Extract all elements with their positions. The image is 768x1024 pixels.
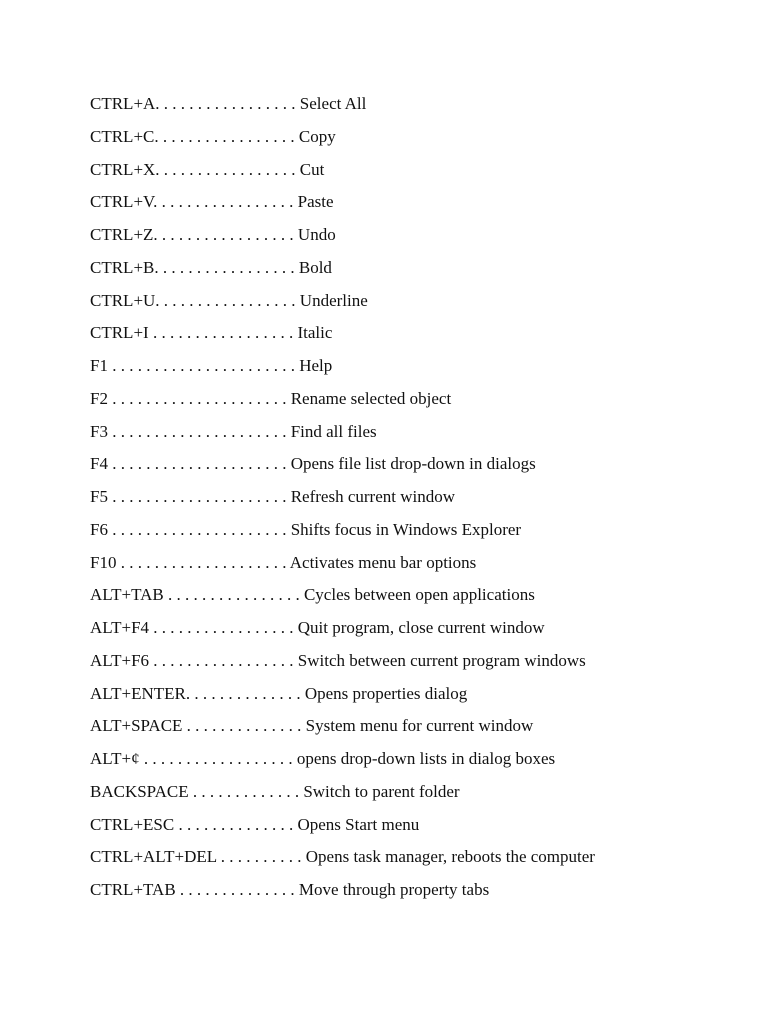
shortcut-line: CTRL+ALT+DEL . . . . . . . . . . Opens task manager, reboots the computer (90, 847, 595, 867)
shortcut-line: F10 . . . . . . . . . . . . . . . . . . . . Activates menu bar options (90, 552, 477, 572)
shortcut-line: CTRL+V. . . . . . . . . . . . . . . . . Paste (90, 192, 334, 212)
shortcut-line: F5 . . . . . . . . . . . . . . . . . . . . . Refresh current window (90, 487, 455, 506)
shortcut-line: CTRL+U. . . . . . . . . . . . . . . . . Underline (90, 290, 368, 310)
shortcut-line: CTRL+C. . . . . . . . . . . . . . . . . Copy (90, 126, 336, 146)
shortcut-line: CTRL+A. . . . . . . . . . . . . . . . . Select All (90, 94, 367, 113)
shortcut-line: F2 . . . . . . . . . . . . . . . . . . . . . Rename selected object (90, 388, 452, 408)
shortcut-line: ALT+F6 . . . . . . . . . . . . . . . . . Switch between current program windows (90, 650, 586, 670)
shortcut-list (90, 90, 595, 909)
shortcut-line: F4 . . . . . . . . . . . . . . . . . . . . . Opens file list drop-down in dialogs (90, 454, 536, 474)
shortcut-line: ALT+ENTER. . . . . . . . . . . . . . Opens properties dialog (90, 683, 468, 703)
shortcut-line: F1 . . . . . . . . . . . . . . . . . . . . . . Help (90, 356, 333, 375)
shortcut-line: ALT+F4 . . . . . . . . . . . . . . . . . Quit program, close current window (90, 618, 545, 637)
shortcut-line: F3 . . . . . . . . . . . . . . . . . . . . . Find all files (90, 421, 377, 441)
shortcut-line: ALT+TAB . . . . . . . . . . . . . . . . Cycles between open applications (90, 585, 535, 605)
shortcut-line: CTRL+Z. . . . . . . . . . . . . . . . . Undo (90, 225, 336, 244)
shortcut-line: CTRL+TAB . . . . . . . . . . . . . . Move through property tabs (90, 880, 490, 899)
shortcut-line: CTRL+B. . . . . . . . . . . . . . . . . Bold (90, 257, 332, 277)
shortcut-line: CTRL+ESC . . . . . . . . . . . . . . Opens Start menu (90, 814, 420, 834)
shortcut-line: F6 . . . . . . . . . . . . . . . . . . . . . Shifts focus in Windows Explorer (90, 519, 522, 539)
shortcut-line: ALT+SPACE . . . . . . . . . . . . . . System menu for current window (90, 716, 534, 736)
shortcut-line: BACKSPACE . . . . . . . . . . . . . Switch to parent folder (90, 781, 460, 801)
shortcut-line: ALT+¢ . . . . . . . . . . . . . . . . . . opens drop-down lists in dialog boxes (90, 749, 556, 768)
shortcut-line: CTRL+I . . . . . . . . . . . . . . . . . Italic (90, 323, 333, 343)
shortcut-line: CTRL+X. . . . . . . . . . . . . . . . . Cut (90, 159, 325, 179)
